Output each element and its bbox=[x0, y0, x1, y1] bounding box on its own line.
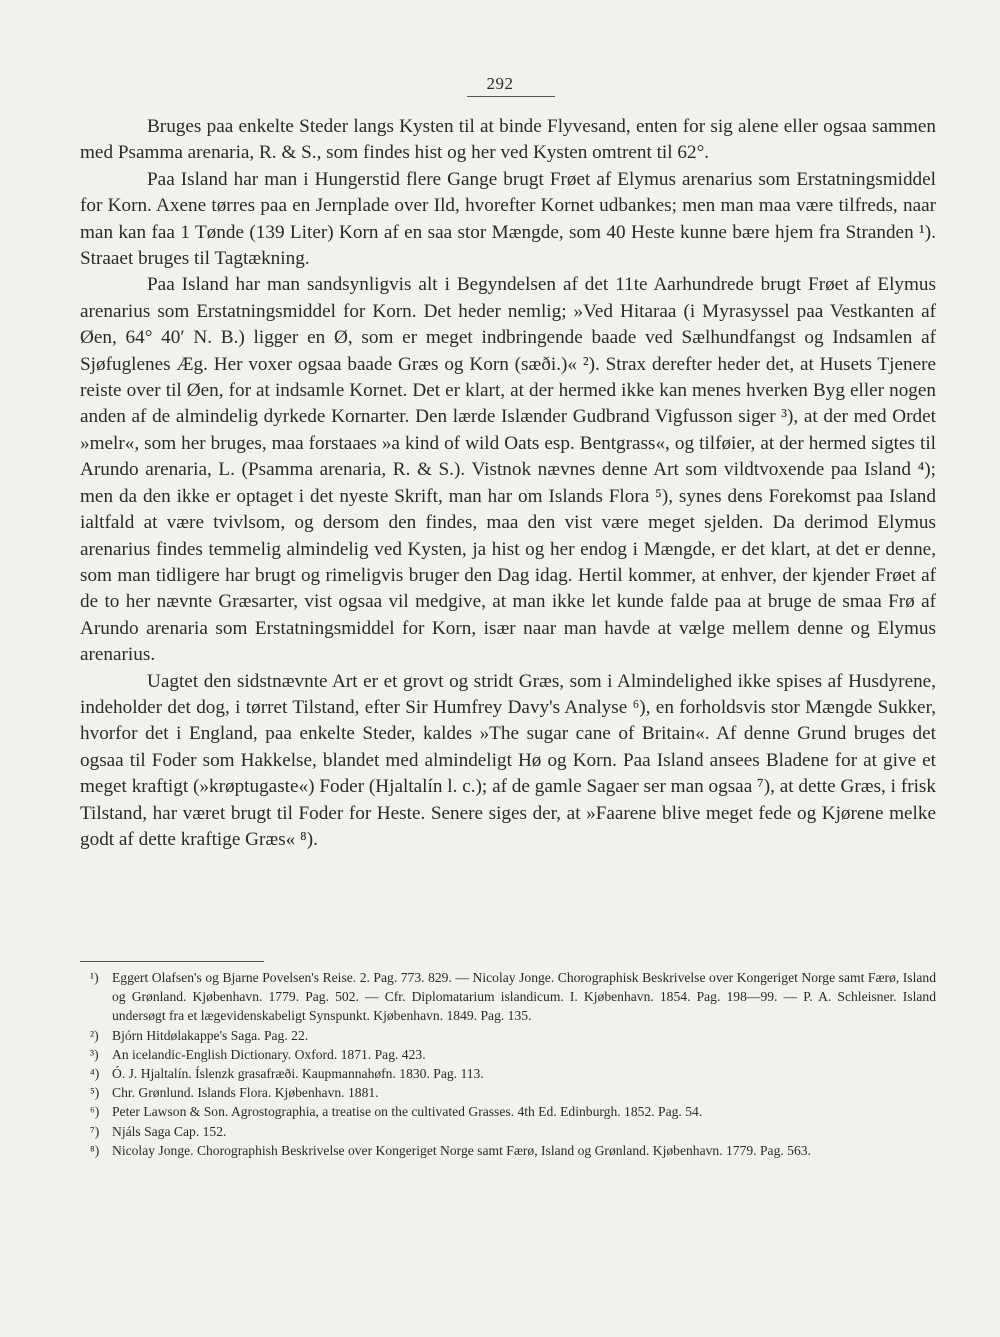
footnote bbox=[80, 1083, 936, 1102]
footnote-mark: ²) bbox=[90, 1027, 99, 1043]
paragraph: Paa Island har man i Hungerstid flere Gange brugt Frøet af Elymus arenarius som Erstatningsmiddel for Korn. Axene tørres paa en Jernplade over Ild, hvorefter Kornet udbankes; men man maa være tilfreds, naar man kan faa 1 Tønde (139 Liter) Korn af en saa stor Mængde, som 40 Heste kunne bære hjem fra Stranden ¹). Straaet bruges til Tagtækning. bbox=[80, 168, 936, 270]
paragraph: Uagtet den sidstnævnte Art er et grovt og stridt Græs, som i Almindelighed ikke spises af Husdyrene, indeholder det dog, i tørret Tilstand, efter Sir Humfrey Davy's Analyse ⁶), en forholdsvis stor Mængde Sukker, hvorfor det i England, paa enkelte Steder, kaldes »The sugar cane of Britain«. Af denne Grund bruges det ogsaa til Foder som Hakkelse, blandet med almindeligt Hø og Korn. Paa Island ansees Bladene for at give et meget kraftigt (»krøptugaste«) Foder (Hjaltalín l. c.); af de gamle Sagaer ser man ogsaa ⁷), at dette Græs, i frisk Tilstand, har været brugt til Foder for Heste. Senere siges der, at »Faarene blive meget fede og Kjørene melke godt af dette kraftige Græs« ⁸). bbox=[80, 670, 936, 850]
footnote-text: Ó. J. Hjaltalín. Íslenzk grasafræði. Kaupmannahøfn. 1830. Pag. 113. bbox=[112, 1066, 484, 1082]
footnote-mark: ⁴) bbox=[90, 1066, 100, 1082]
footnote-mark: ¹) bbox=[90, 970, 99, 985]
footnote-text: An icelandic-English Dictionary. Oxford. 1871. Pag. 423. bbox=[112, 1046, 426, 1062]
footnote bbox=[80, 1122, 936, 1141]
footnote-text: Chr. Grønlund. Islands Flora. Kjøbenhavn. 1881. bbox=[112, 1085, 379, 1101]
footnote bbox=[80, 1064, 936, 1083]
page-number-rule bbox=[467, 96, 555, 97]
footnote-text: Nicolay Jonge. Chorographish Beskrivelse over Kongeriget Norge samt Færø, Island og Grønland. Kjøbenhavn. 1779. Pag. 563. bbox=[112, 1142, 811, 1158]
footnotes bbox=[80, 968, 936, 1160]
footnote bbox=[80, 968, 936, 1026]
footnote-text: Eggert Olafsen's og Bjarne Povelsen's Reise. 2. Pag. 773. 829. — Nicolay Jonge. Chorographisk Beskrivelse over Kongeriget Norge samt Færø, Island og Grønland. Kjøbenhavn. 1779. Pag. 502. — Cfr. Diplomatarium islandicum. I. Kjøbenhavn. 1854. Pag. 198—99. — P. A. Schleisner. Island undersøgt fra et lægevidenskabeligt Synspunkt. Kjøbenhavn. 1849. Pag. 135. bbox=[112, 970, 936, 1024]
footnote-text: Peter Lawson & Son. Agrostographia, a treatise on the cultivated Grasses. 4th Ed. Edinburgh. 1852. Pag. 54. bbox=[112, 1104, 703, 1120]
footnote bbox=[80, 1102, 936, 1121]
footnote-mark: ⁵) bbox=[90, 1085, 100, 1101]
footnote-mark: ⁷) bbox=[90, 1123, 100, 1139]
page-number: 292 bbox=[486, 74, 514, 93]
footnote-text: Njáls Saga Cap. 152. bbox=[112, 1123, 227, 1139]
footnote bbox=[80, 1045, 936, 1064]
footnote-mark: ⁸) bbox=[90, 1142, 100, 1158]
footnote-mark: ⁶) bbox=[90, 1104, 100, 1120]
paragraph: Paa Island har man sandsynligvis alt i Begyndelsen af det 11te Aarhundrede brugt Frøet af Elymus arenarius som Erstatningsmiddel for Korn. Det heder nemlig; »Ved Hitaraa (i Myrasyssel paa Vestkanten af Øen, 64° 40′ N. B.) ligger en Ø, som er meget indbringende baade ved Sælhundfangst og Indsamlen af Sjøfuglenes Æg. Her voxer ogsaa baade Græs og Korn (sæði.)« ²). Strax derefter heder det, at Husets Tjenere reiste over til Øen, for at indsamle Kornet. Det er klart, at der hermed ikke kan menes hverken Byg eller nogen anden af de almindelig dyrkede Kornarter. Den lærde Islænder Gudbrand Vigfusson siger ³), at der med Ordet »melr«, som her bruges, maa forstaaes »a kind of wild Oats esp. Bentgrass«, og tilføier, at der hermed sigtes til Arundo arenaria, L. (Psamma arenaria, R. & S.). Vistnok nævnes denne Art som vildtvoxende paa Island ⁴); men da den ikke er optaget i det nyeste Skrift, man har om Islands Flora ⁵), synes dens Forekomst paa Island ialtfald at være tvivlsom, og dersom den findes, maa den vist være meget sjelden. Da derimod Elymus arenarius findes temmelig almindelig ved Kysten, ja hist og her endog i Mængde, er det klart, at det er denne, som man tidligere har brugt og rimeligvis bruger den Dag idag. Hertil kommer, at enhver, der kjender Frøet af de to her nævnte Græsarter, vist ogsaa vil medgive, at man ikke let kunde falde paa at bruge de smaa Frø af Arundo arenaria som Erstatningsmiddel for Korn, især naar man havde at vælge mellem denne og Elymus arenarius. bbox=[80, 274, 936, 666]
paragraph: Bruges paa enkelte Steder langs Kysten til at binde Flyvesand, enten for sig alene eller ogsaa sammen med Psamma arenaria, R. & S., som findes hist og her ved Kysten omtrent til 62°. bbox=[80, 116, 936, 164]
footnote-text: Bjórn Hitdølakappe's Saga. Pag. 22. bbox=[112, 1027, 309, 1043]
footnote bbox=[80, 1141, 936, 1160]
body-text bbox=[80, 114, 936, 853]
footnote-rule bbox=[80, 961, 264, 962]
footnote bbox=[80, 1026, 936, 1045]
footnote-mark: ³) bbox=[90, 1046, 99, 1062]
